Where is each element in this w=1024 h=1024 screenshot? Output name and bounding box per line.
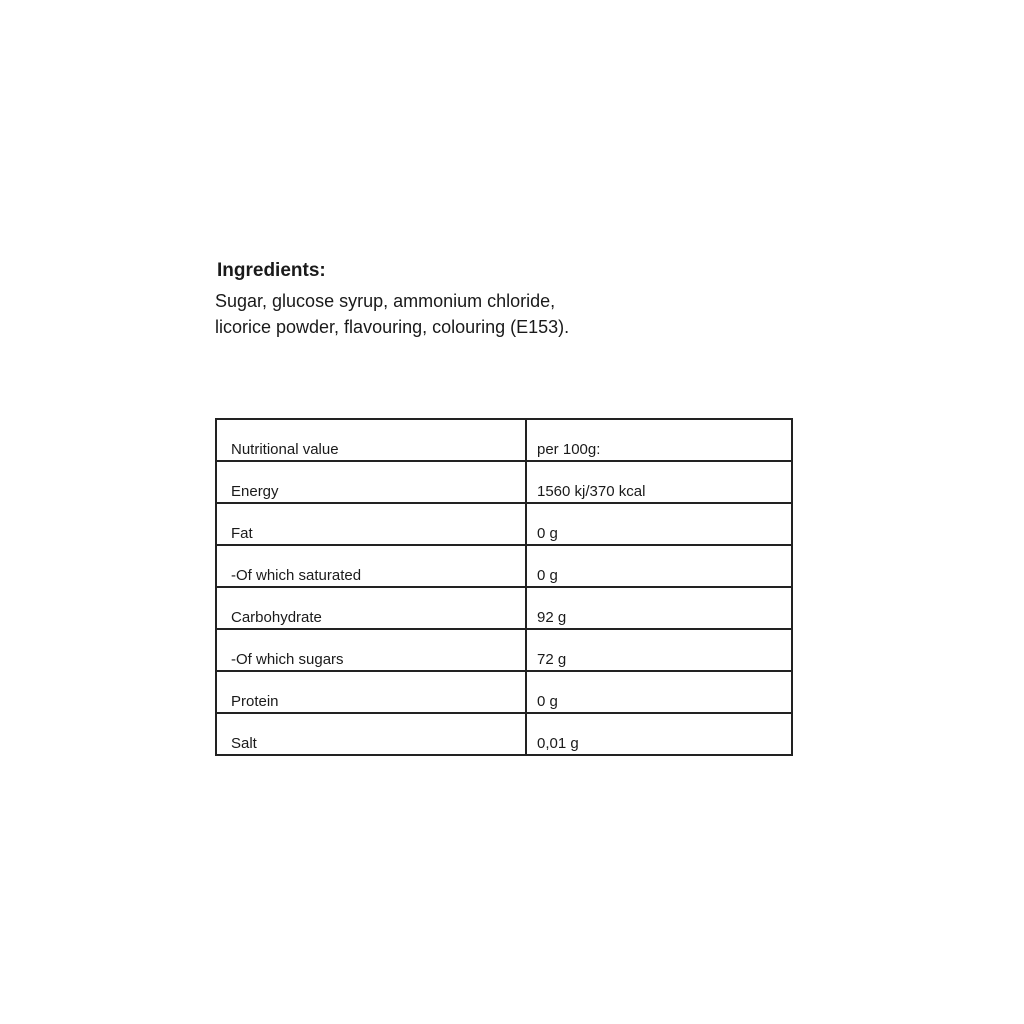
ingredients-list	[215, 288, 735, 340]
nutrient-value: 0,01 g	[526, 713, 792, 755]
nutrient-value: 0 g	[526, 545, 792, 587]
nutrition-row-carbohydrate	[216, 587, 792, 629]
nutrient-value: 0 g	[526, 671, 792, 713]
nutrition-header-label: Nutritional value	[216, 419, 526, 461]
nutrition-header-row	[216, 419, 792, 461]
nutrient-label: -Of which saturated	[216, 545, 526, 587]
ingredients-section	[215, 258, 735, 340]
nutrient-label: -Of which sugars	[216, 629, 526, 671]
nutrient-label: Energy	[216, 461, 526, 503]
nutrition-row-salt	[216, 713, 792, 755]
nutrient-label: Salt	[216, 713, 526, 755]
nutrient-value: 1560 kj/370 kcal	[526, 461, 792, 503]
nutrient-value: 92 g	[526, 587, 792, 629]
nutrient-label: Carbohydrate	[216, 587, 526, 629]
nutrient-label: Fat	[216, 503, 526, 545]
nutrition-row-saturated	[216, 545, 792, 587]
nutrition-header-value: per 100g:	[526, 419, 792, 461]
ingredients-line: Sugar, glucose syrup, ammonium chloride,	[215, 291, 556, 311]
ingredients-line: licorice powder, flavouring, colouring (E153).	[215, 317, 570, 337]
nutrition-row-protein	[216, 671, 792, 713]
nutrition-table	[215, 418, 793, 756]
nutrition-row-fat	[216, 503, 792, 545]
nutrition-row-energy	[216, 461, 792, 503]
nutrient-value: 72 g	[526, 629, 792, 671]
nutrition-row-sugars	[216, 629, 792, 671]
nutrient-value: 0 g	[526, 503, 792, 545]
ingredients-title: Ingredients:	[217, 260, 326, 281]
nutrient-label: Protein	[216, 671, 526, 713]
